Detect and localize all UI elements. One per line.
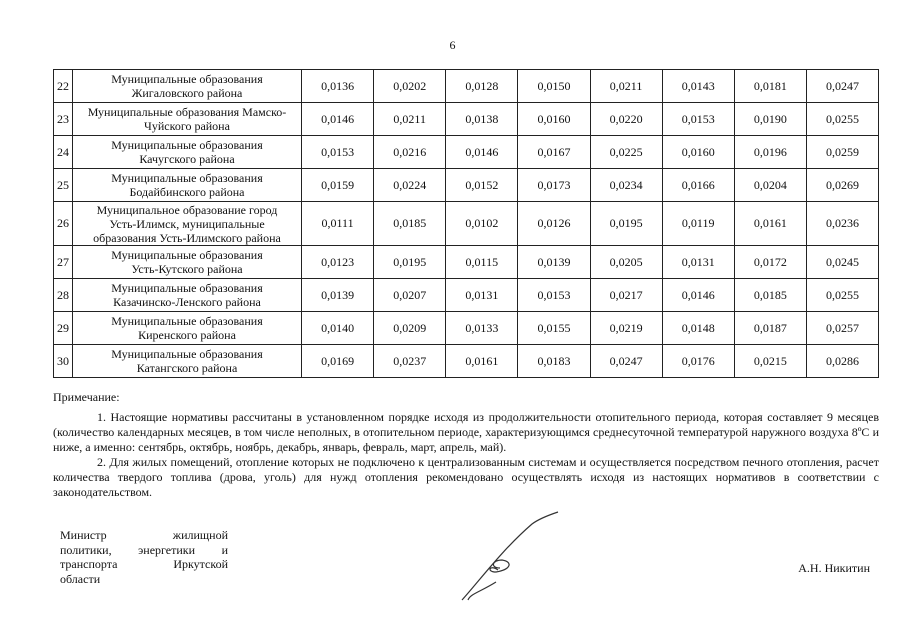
norm-value: 0,0176 (662, 345, 734, 378)
table-row (54, 70, 879, 103)
norm-value: 0,0139 (302, 279, 374, 312)
norm-value: 0,0217 (590, 279, 662, 312)
norm-value: 0,0167 (518, 136, 590, 169)
norm-value: 0,0202 (374, 70, 446, 103)
norm-value: 0,0133 (446, 312, 518, 345)
note-title: Примечание: (53, 390, 120, 404)
norm-value: 0,0205 (590, 246, 662, 279)
norm-value: 0,0161 (446, 345, 518, 378)
note-paragraph-2: 2. Для жилых помещений, отопление которых не подключено к централизованным системам и осуществляется посредством печного отопления, расчет количества твердого топлива (дрова, уголь) для нужд отопления рекомендовано осуществлять исходя из настоящих нормативов в соответствии с законодательством. (53, 455, 879, 499)
norm-value: 0,0207 (374, 279, 446, 312)
norm-value: 0,0126 (518, 202, 590, 246)
signatory-title-line (60, 557, 228, 572)
norm-value: 0,0247 (806, 70, 878, 103)
signatory-title (60, 528, 228, 586)
norm-value: 0,0257 (806, 312, 878, 345)
municipality-name (73, 312, 302, 345)
municipality-name-line: образования Усть-Илимского района (93, 230, 281, 245)
norm-value: 0,0136 (302, 70, 374, 103)
table-row (54, 312, 879, 345)
municipality-name-line: Муниципальные образования (111, 171, 263, 185)
norm-value: 0,0150 (518, 70, 590, 103)
municipality-name-line: Муниципальные образования Мамско- (87, 105, 287, 119)
municipality-name-line: Бодайбинского района (129, 185, 245, 199)
norm-value: 0,0166 (662, 169, 734, 202)
handwritten-signature (440, 510, 580, 605)
norm-value: 0,0146 (446, 136, 518, 169)
norm-value: 0,0159 (302, 169, 374, 202)
norm-value: 0,0225 (590, 136, 662, 169)
norm-value: 0,0146 (662, 279, 734, 312)
norm-value: 0,0196 (734, 136, 806, 169)
norm-value: 0,0160 (518, 103, 590, 136)
norm-value: 0,0245 (806, 246, 878, 279)
norm-value: 0,0190 (734, 103, 806, 136)
norm-value: 0,0140 (302, 312, 374, 345)
norm-value: 0,0146 (302, 103, 374, 136)
signatory-title-word: Министр (60, 528, 107, 542)
row-number: 22 (54, 70, 73, 103)
page-number: 6 (449, 38, 456, 52)
norm-value: 0,0183 (518, 345, 590, 378)
signatory-title-line (60, 543, 228, 558)
municipality-name (73, 70, 302, 103)
municipality-name-line: Усть-Илимск, муниципальные (109, 216, 265, 231)
municipality-name-line: Муниципальные образования (111, 347, 263, 361)
norm-value: 0,0115 (446, 246, 518, 279)
table-row (54, 202, 879, 246)
norm-value: 0,0255 (806, 103, 878, 136)
signatory-title-word: Иркутской (173, 557, 228, 571)
signatory-title-line (60, 528, 228, 543)
municipality-name (73, 169, 302, 202)
municipality-name-line: Муниципальные образования (111, 248, 263, 262)
norm-value: 0,0102 (446, 202, 518, 246)
note-paragraph-1: 1. Настоящие нормативы рассчитаны в установленном порядке исходя из продолжительности отопительного периода, которая составляет 9 месяцев (количество календарных месяцев, в том числе неполных, в отопительном периоде, характеризующимся среднесуточной температурой наружного воздуха 8ºС и ниже, а именно: сентябрь, октябрь, ноябрь, декабрь, январь, февраль, март, апрель, май). (53, 410, 879, 454)
norm-value: 0,0211 (590, 70, 662, 103)
municipality-name-line: Муниципальное образование город (96, 202, 278, 217)
norm-value: 0,0111 (302, 202, 374, 246)
municipality-name (73, 246, 302, 279)
signatory-title-word: жилищной (172, 528, 228, 542)
row-number: 23 (54, 103, 73, 136)
norm-value: 0,0247 (590, 345, 662, 378)
municipality-name (73, 202, 302, 246)
norm-value: 0,0255 (806, 279, 878, 312)
norm-value: 0,0138 (446, 103, 518, 136)
norm-value: 0,0161 (734, 202, 806, 246)
table-row (54, 169, 879, 202)
table-row (54, 136, 879, 169)
norm-value: 0,0187 (734, 312, 806, 345)
signatory-title-word: области (60, 571, 101, 586)
norm-value: 0,0128 (446, 70, 518, 103)
signatory-title-line (60, 572, 228, 587)
norm-value: 0,0153 (302, 136, 374, 169)
municipality-name-line: Муниципальные образования (111, 72, 263, 86)
municipality-name (73, 279, 302, 312)
norms-table (53, 69, 879, 378)
norm-value: 0,0195 (590, 202, 662, 246)
municipality-name-line: Муниципальные образования (111, 281, 263, 295)
norm-value: 0,0204 (734, 169, 806, 202)
norm-value: 0,0169 (302, 345, 374, 378)
norm-value: 0,0220 (590, 103, 662, 136)
norm-value: 0,0172 (734, 246, 806, 279)
table-row (54, 279, 879, 312)
norm-value: 0,0234 (590, 169, 662, 202)
norm-value: 0,0131 (662, 246, 734, 279)
norm-value: 0,0153 (662, 103, 734, 136)
norm-value: 0,0181 (734, 70, 806, 103)
municipality-name (73, 345, 302, 378)
table-row (54, 103, 879, 136)
row-number: 27 (54, 246, 73, 279)
norms-table-body (54, 70, 879, 378)
norm-value: 0,0160 (662, 136, 734, 169)
municipality-name-line: Катангского района (136, 361, 238, 375)
norm-value: 0,0259 (806, 136, 878, 169)
signatory-title-word: и (221, 542, 228, 557)
norm-value: 0,0195 (374, 246, 446, 279)
municipality-name-line: Качугского района (139, 152, 235, 166)
municipality-name-line: Муниципальные образования (111, 138, 263, 152)
municipality-name (73, 136, 302, 169)
row-number: 30 (54, 345, 73, 378)
row-number: 28 (54, 279, 73, 312)
table-row (54, 246, 879, 279)
signatory-title-word: политики, (60, 542, 112, 557)
norm-value: 0,0209 (374, 312, 446, 345)
municipality-name-line: Усть-Кутского района (131, 262, 243, 276)
norm-value: 0,0185 (734, 279, 806, 312)
row-number: 26 (54, 202, 73, 246)
row-number: 24 (54, 136, 73, 169)
norm-value: 0,0173 (518, 169, 590, 202)
signer-name: А.Н. Никитин (798, 561, 870, 575)
municipality-name-line: Киренского района (138, 328, 236, 342)
norm-value: 0,0152 (446, 169, 518, 202)
row-number: 25 (54, 169, 73, 202)
signatory-title-word: энергетики (138, 542, 196, 557)
row-number: 29 (54, 312, 73, 345)
norm-value: 0,0237 (374, 345, 446, 378)
norm-value: 0,0211 (374, 103, 446, 136)
norm-value: 0,0185 (374, 202, 446, 246)
norm-value: 0,0286 (806, 345, 878, 378)
municipality-name-line: Чуйского района (144, 119, 230, 133)
norm-value: 0,0236 (806, 202, 878, 246)
table-row (54, 345, 879, 378)
municipality-name (73, 103, 302, 136)
norm-value: 0,0131 (446, 279, 518, 312)
municipality-name-line: Казачинско-Ленского района (113, 295, 261, 309)
norm-value: 0,0148 (662, 312, 734, 345)
norm-value: 0,0219 (590, 312, 662, 345)
norm-value: 0,0123 (302, 246, 374, 279)
norm-value: 0,0155 (518, 312, 590, 345)
norm-value: 0,0119 (662, 202, 734, 246)
municipality-name-line: Жигаловского района (131, 86, 243, 100)
norm-value: 0,0215 (734, 345, 806, 378)
norm-value: 0,0269 (806, 169, 878, 202)
norm-value: 0,0216 (374, 136, 446, 169)
signatory-title-word: транспорта (60, 557, 118, 571)
norm-value: 0,0143 (662, 70, 734, 103)
norm-value: 0,0139 (518, 246, 590, 279)
municipality-name-line: Муниципальные образования (111, 314, 263, 328)
norm-value: 0,0153 (518, 279, 590, 312)
norm-value: 0,0224 (374, 169, 446, 202)
